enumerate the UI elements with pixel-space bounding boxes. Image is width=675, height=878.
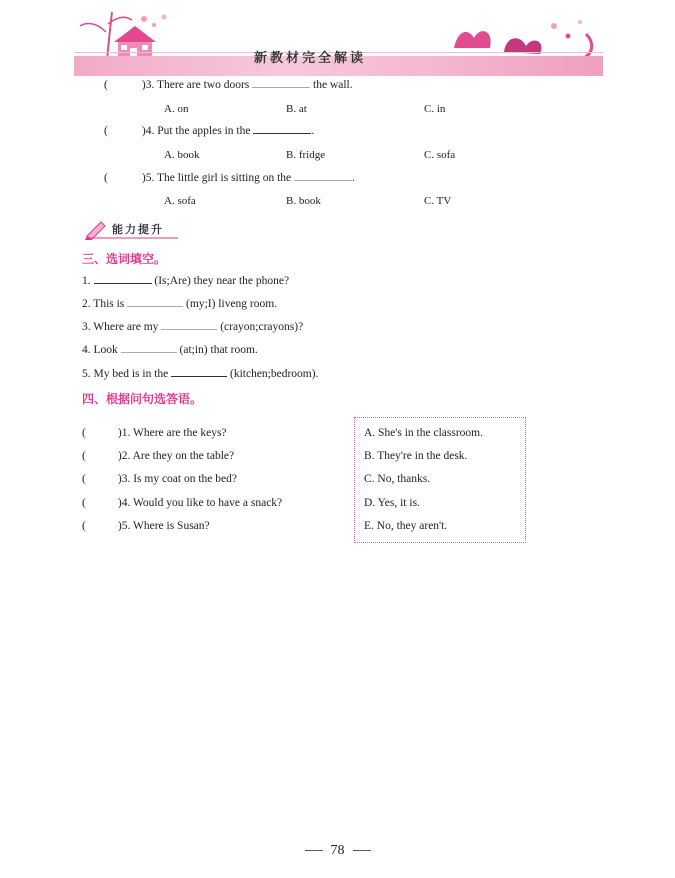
page-header (74, 12, 603, 76)
section-title: 三、选词填空。 (82, 252, 167, 266)
item-text: This is (93, 298, 125, 310)
answer-paren-close: ) (117, 450, 122, 462)
question-text: Is my coat on the bed? (133, 473, 237, 485)
answer-paren: ( (82, 497, 86, 509)
footer-dash (353, 850, 371, 851)
option-b[interactable]: B. fridge (286, 149, 326, 161)
item-text: (my;I) liveng room. (186, 298, 278, 310)
answer-blank[interactable] (121, 351, 177, 353)
answer-blank[interactable] (252, 86, 310, 88)
question-text: Where are the keys? (132, 427, 227, 439)
answer-option[interactable]: A. She's in the classroom. (364, 427, 483, 439)
fill-blank-row (82, 368, 318, 380)
question-number: 4. (145, 125, 155, 137)
match-question-row (82, 473, 237, 485)
answer-paren: ( (82, 427, 86, 439)
question-text: Where is Susan? (132, 520, 210, 532)
answer-paren: ( (104, 172, 108, 184)
match-question-row (82, 497, 282, 509)
item-number: 2. (82, 298, 91, 310)
item-text: (crayon;crayons)? (220, 321, 304, 333)
option-a[interactable]: A. sofa (164, 195, 196, 207)
header-title: 新教材完全解读 (254, 51, 367, 66)
answer-paren-close: ) (141, 172, 146, 184)
question-number: 5. (121, 520, 131, 532)
answer-paren-close: ) (117, 520, 122, 532)
question-number: 1. (121, 427, 131, 439)
option-a[interactable]: A. book (164, 149, 200, 161)
answer-blank[interactable] (127, 305, 183, 307)
answer-option[interactable]: D. Yes, it is. (364, 497, 420, 509)
question-text: the wall. (313, 79, 353, 91)
answer-option[interactable]: C. No, thanks. (364, 473, 431, 485)
question-text: Put the apples in the (157, 125, 251, 137)
badge-label: 能力提升 (112, 223, 164, 236)
option-c[interactable]: C. sofa (424, 149, 456, 161)
option-c[interactable]: C. in (424, 103, 446, 115)
item-text: My bed is in the (93, 368, 169, 380)
answer-paren-close: ) (141, 79, 146, 91)
item-number: 5. (82, 368, 91, 380)
question-row (104, 172, 355, 184)
item-text: (at;in) that room. (179, 344, 258, 356)
match-question-row (82, 450, 234, 462)
question-text: . (352, 172, 355, 184)
fill-blank-row (82, 298, 277, 310)
question-number: 4. (121, 497, 131, 509)
answer-paren-close: ) (117, 497, 122, 509)
answer-paren-close: ) (117, 427, 122, 439)
answer-blank[interactable] (294, 179, 352, 181)
fill-blank-row (82, 344, 258, 356)
item-text: Where are my (93, 321, 159, 333)
item-text: (Is;Are) they near the phone? (154, 275, 290, 287)
answer-paren-close: ) (117, 473, 122, 485)
option-b[interactable]: B. book (286, 195, 321, 207)
option-c[interactable]: C. TV (424, 195, 452, 207)
answer-option[interactable]: E. No, they aren't. (364, 520, 448, 532)
question-row (104, 79, 353, 91)
question-text: Would you like to have a snack? (132, 497, 283, 509)
question-number: 5. (145, 172, 155, 184)
match-question-row (82, 427, 227, 439)
answer-paren: ( (104, 125, 108, 137)
fill-blank-row (82, 321, 303, 333)
page-number: 78 (330, 843, 345, 858)
answer-paren-close: ) (141, 125, 146, 137)
item-text: Look (93, 344, 118, 356)
question-text: The little girl is sitting on the (156, 172, 292, 184)
page-footer (0, 843, 675, 859)
item-number: 4. (82, 344, 91, 356)
answer-blank[interactable] (253, 132, 311, 134)
match-question-row (82, 520, 210, 532)
item-number: 3. (82, 321, 91, 333)
item-number: 1. (82, 275, 91, 287)
footer-dash (305, 850, 323, 851)
question-text: There are two doors (156, 79, 250, 91)
fill-blank-row (82, 275, 289, 287)
section-title: 四、根据问句选答语。 (82, 392, 203, 406)
answer-blank[interactable] (171, 375, 227, 377)
item-text: (kitchen;bedroom). (230, 368, 319, 380)
question-number: 3. (145, 79, 155, 91)
answer-paren: ( (104, 79, 108, 91)
question-text: Are they on the table? (132, 450, 235, 462)
answer-paren: ( (82, 473, 86, 485)
answer-paren: ( (82, 450, 86, 462)
question-text: . (311, 125, 315, 137)
option-b[interactable]: B. at (286, 103, 307, 115)
answer-blank[interactable] (161, 328, 217, 330)
answer-paren: ( (82, 520, 86, 532)
question-number: 3. (121, 473, 131, 485)
answer-blank[interactable] (94, 282, 152, 284)
question-number: 2. (121, 450, 131, 462)
question-row (104, 125, 314, 137)
answer-option[interactable]: B. They're in the desk. (364, 450, 468, 462)
option-a[interactable]: A. on (164, 103, 189, 115)
